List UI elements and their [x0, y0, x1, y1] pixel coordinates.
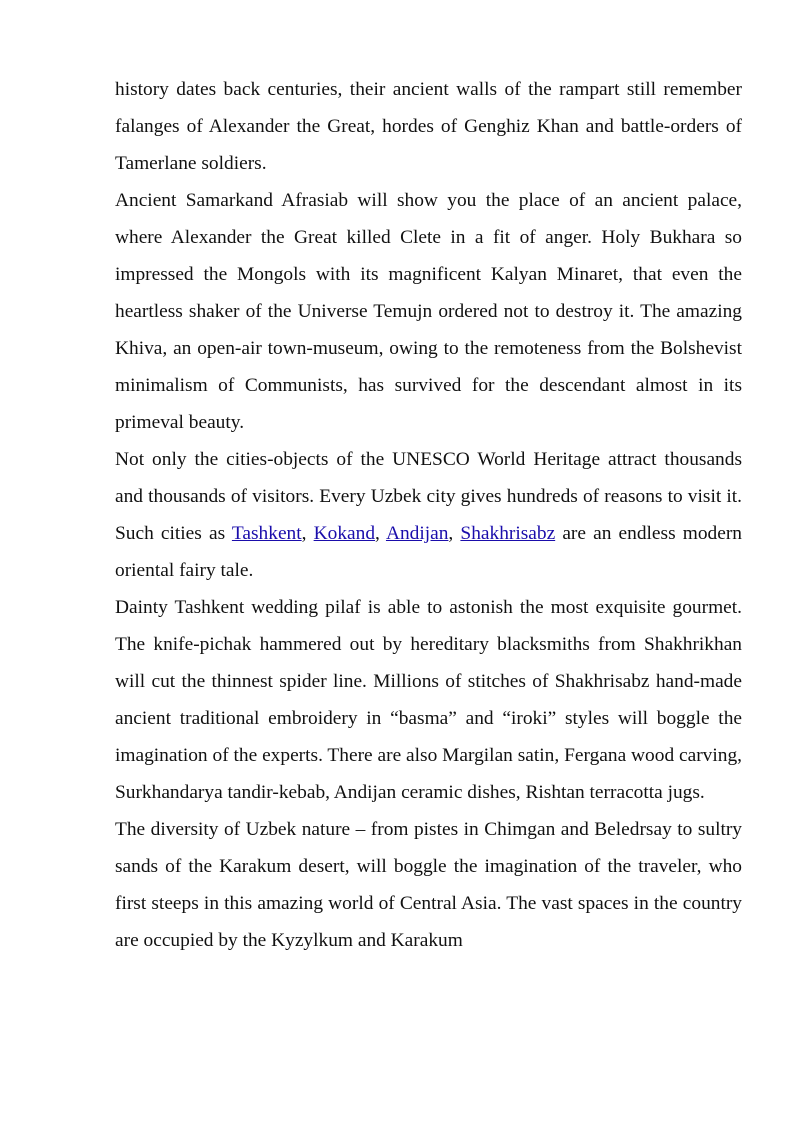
paragraph-uzbek-cities-intro: Not only the cities-objects of the UNESCO World Heritage attract thousands and thousands of visitors. Every Uzbek city gives hundreds of reasons to visit it. Such cities as: [115, 449, 742, 544]
link-shakhrisabz[interactable]: Shakhrisabz: [460, 523, 556, 544]
paragraph-uzbek-cities: [115, 441, 742, 589]
document-page: [115, 71, 742, 959]
paragraph-ancient-cities: Ancient Samarkand Afrasiab will show you the place of an ancient palace, where Alexander the Great killed Clete in a fit of anger. Holy Bukhara so impressed the Mongols with its magnificent Kalyan Minaret, that even the heartless shaker of the Universe Temujn ordered not to destroy it. The amazing Khiva, an open-air town-museum, owing to the remoteness from the Bolshevist minimalism of Communists, has survived for the descendant almost in its primeval beauty.: [115, 190, 742, 433]
link-tashkent[interactable]: Tashkent: [231, 523, 302, 544]
link-kokand[interactable]: Kokand: [313, 523, 376, 544]
paragraph-nature: The diversity of Uzbek nature – from pistes in Chimgan and Beledrsay to sultry sands of the Karakum desert, will boggle the imagination of the traveler, who first steeps in this amazing world of Central Asia. The vast spaces in the country are occupied by the Kyzylkum and Karakum: [115, 819, 742, 951]
link-separator: ,: [375, 523, 386, 544]
link-andijan[interactable]: Andijan: [385, 523, 449, 544]
paragraph-uzbek-cities-outro: are an endless modern oriental fairy tale.: [115, 523, 742, 581]
link-separator: ,: [301, 523, 314, 544]
paragraph-history: history dates back centuries, their ancient walls of the rampart still remember falanges of Alexander the Great, hordes of Genghiz Khan and battle-orders of Tamerlane soldiers.: [115, 79, 742, 174]
link-separator: ,: [448, 523, 461, 544]
paragraph-crafts-cuisine: Dainty Tashkent wedding pilaf is able to astonish the most exquisite gourmet. The knife-pichak hammered out by hereditary blacksmiths from Shakhrikhan will cut the thinnest spider line. Millions of stitches of Shakhrisabz hand-made ancient traditional embroidery in “basma” and “iroki” styles will boggle the imagination of the experts. There are also Margilan satin, Fergana wood carving, Surkhandarya tandir-kebab, Andijan ceramic dishes, Rishtan terracotta jugs.: [115, 597, 742, 803]
